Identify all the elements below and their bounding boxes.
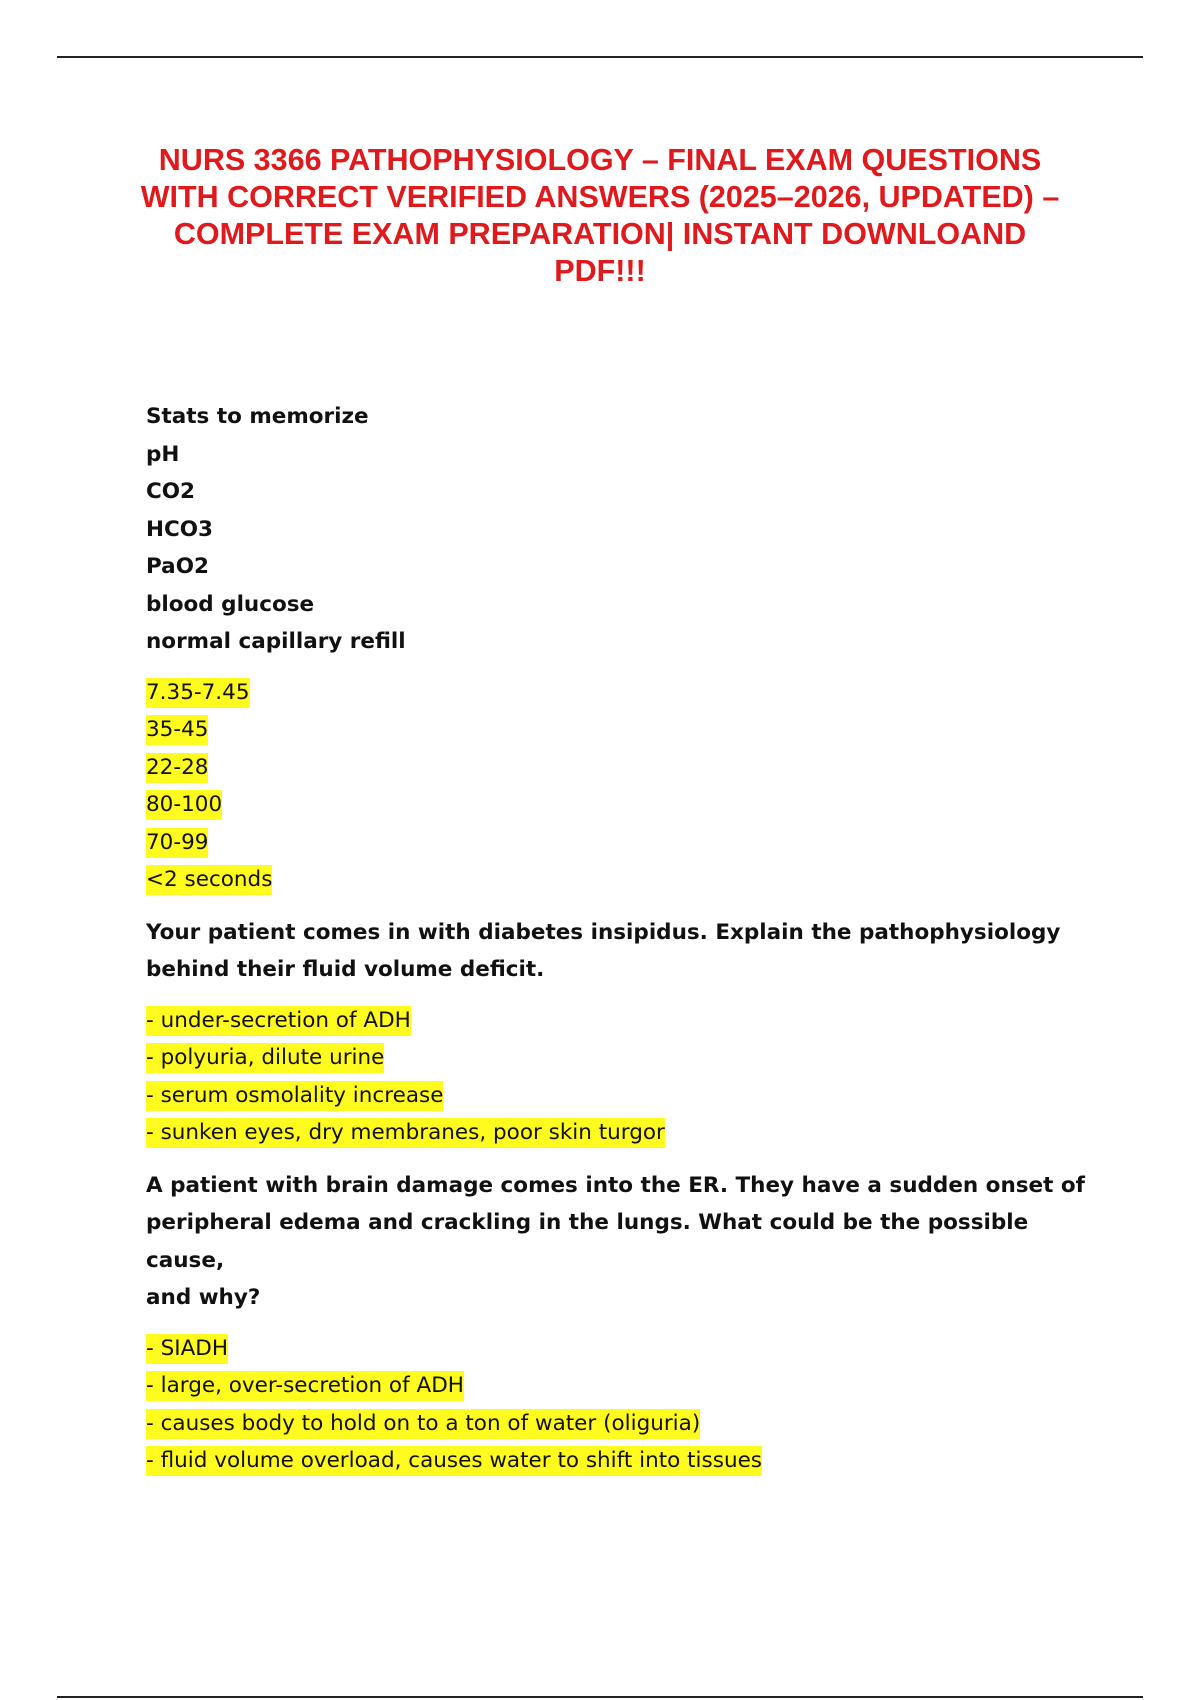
- answer-item: [146, 1330, 1106, 1368]
- question-line: peripheral edema and crackling in the lungs. What could be the possible cause,: [146, 1210, 1029, 1273]
- question: [146, 914, 1106, 989]
- highlighted-answer: - serum osmolality increase: [146, 1081, 443, 1111]
- question-line: normal capillary refill: [146, 629, 406, 654]
- question-line: and why?: [146, 1285, 261, 1310]
- qa-list: [146, 398, 1106, 1495]
- highlighted-answer: - fluid volume overload, causes water to shift into tissues: [146, 1446, 762, 1476]
- answer-list: [146, 1002, 1106, 1152]
- highlighted-answer: <2 seconds: [146, 865, 272, 895]
- highlighted-answer: 22-28: [146, 753, 208, 783]
- answer-item: [146, 1405, 1106, 1443]
- answer-item: [146, 1077, 1106, 1115]
- highlighted-answer: 35-45: [146, 715, 208, 745]
- answer-item: [146, 1002, 1106, 1040]
- answer-item: [146, 1442, 1106, 1480]
- question-line: blood glucose: [146, 591, 315, 617]
- answer-item: [146, 674, 1106, 712]
- highlighted-answer: - polyuria, dilute urine: [146, 1043, 384, 1073]
- highlighted-answer: 7.35-7.45: [146, 678, 250, 708]
- highlighted-answer: - causes body to hold on to a ton of water (oliguria): [146, 1409, 700, 1439]
- question-line: pH: [146, 441, 180, 467]
- qa-block-brain-damage: [146, 1167, 1106, 1480]
- highlighted-answer: - under-secretion of ADH: [146, 1006, 411, 1036]
- question-line: Stats to memorize: [146, 404, 369, 429]
- highlighted-answer: - SIADH: [146, 1334, 228, 1364]
- header-rule: [57, 56, 1143, 58]
- question-line: PaO2: [146, 554, 209, 579]
- question-line: CO2: [146, 479, 196, 504]
- qa-block-stats: [146, 398, 1106, 899]
- highlighted-answer: 80-100: [146, 790, 222, 820]
- answer-list: [146, 674, 1106, 899]
- answer-item: [146, 786, 1106, 824]
- question-line: A patient with brain damage comes into the ER. They have a sudden onset of: [146, 1172, 1086, 1198]
- document-title: NURS 3366 PATHOPHYSIOLOGY – FINAL EXAM QUESTIONS WITH CORRECT VERIFIED ANSWERS (2025–2026, UPDATED) – COMPLETE EXAM PREPARATION| INSTANT DOWNLOAND PDF!!!: [140, 143, 1060, 288]
- answer-item: [146, 1039, 1106, 1077]
- answer-item: [146, 1367, 1106, 1405]
- answer-item: [146, 824, 1106, 862]
- answer-item: [146, 1114, 1106, 1152]
- answer-item: [146, 749, 1106, 787]
- answer-list: [146, 1330, 1106, 1480]
- footer-rule: [57, 1696, 1143, 1698]
- highlighted-answer: - large, over-secretion of ADH: [146, 1371, 464, 1401]
- qa-block-diabetes-insipidus: [146, 914, 1106, 1152]
- answer-item: [146, 861, 1106, 899]
- question-line: HCO3: [146, 516, 214, 542]
- answer-item: [146, 711, 1106, 749]
- question: [146, 1167, 1106, 1317]
- highlighted-answer: - sunken eyes, dry membranes, poor skin turgor: [146, 1118, 665, 1148]
- question: [146, 398, 1106, 661]
- question-line: Your patient comes in with diabetes insipidus. Explain the pathophysiology: [146, 919, 1061, 945]
- highlighted-answer: 70-99: [146, 828, 208, 858]
- question-line: behind their fluid volume deficit.: [146, 957, 545, 982]
